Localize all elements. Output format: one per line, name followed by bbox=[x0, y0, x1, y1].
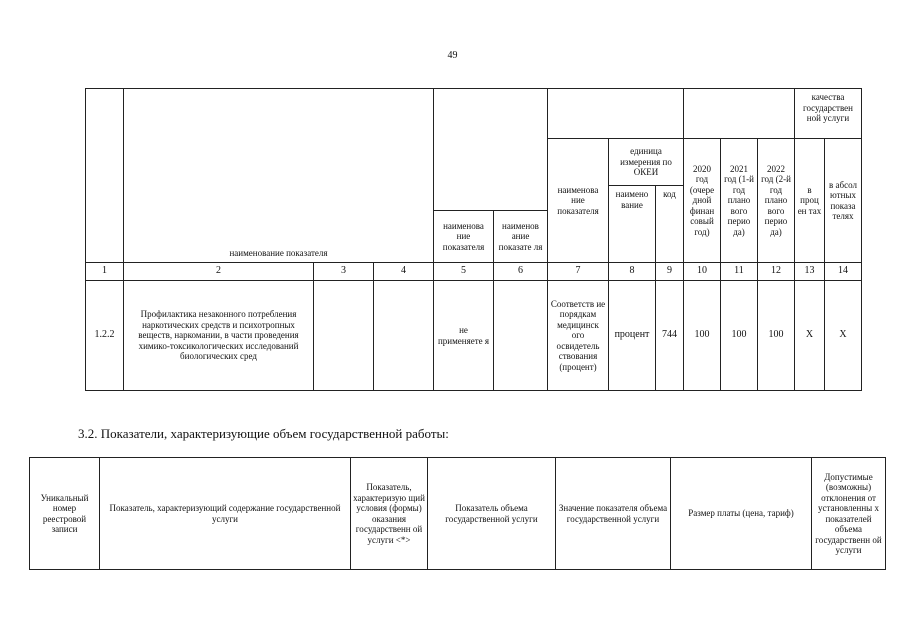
header-col6: наименов ание показате ля bbox=[494, 211, 548, 263]
header-year-2021: 2021 год (1-й год плано вого перио да) bbox=[721, 139, 758, 263]
row-value-2020: 100 bbox=[684, 281, 721, 391]
header-allowed-deviations: Допустимые (возможны) отклонения от установленны х показателей объема государственн ой услуги bbox=[812, 458, 886, 570]
col-number: 5 bbox=[434, 263, 494, 281]
header-conditions-indicator: Показатель, характеризую щий условия (формы) оказания государственн ой услуги <*> bbox=[351, 458, 428, 570]
row-empty-cell bbox=[314, 281, 374, 391]
row-deviation-percent: X bbox=[795, 281, 825, 391]
col-number: 14 bbox=[825, 263, 862, 281]
table-row bbox=[86, 281, 862, 391]
row-empty-cell bbox=[374, 281, 434, 391]
header-okei-code: код bbox=[656, 186, 684, 263]
row-name: Профилактика незаконного потребления наркотических средств и психотропных веществ, наркомании, в части проведения химико-токсикологических исследований биологических сред bbox=[124, 281, 314, 391]
header-year-2020: 2020 год (очере дной финан совый год) bbox=[684, 139, 721, 263]
header-indicator-name: наименова ние показателя bbox=[548, 139, 609, 263]
col-number: 10 bbox=[684, 263, 721, 281]
header-okei-name: наимено вание bbox=[609, 186, 656, 263]
header-volume-value: Значение показателя объема государственной услуги bbox=[556, 458, 671, 570]
header-year-2022: 2022 год (2-й год плано вого перио да) bbox=[758, 139, 795, 263]
row-unit: процент bbox=[609, 281, 656, 391]
col-number: 4 bbox=[374, 263, 434, 281]
header-fee-size: Размер платы (цена, тариф) bbox=[671, 458, 812, 570]
column-numbers-row bbox=[86, 263, 862, 281]
col-number: 3 bbox=[314, 263, 374, 281]
header-cell-blank bbox=[684, 89, 795, 139]
header-cell-blank bbox=[434, 89, 548, 211]
section-title: 3.2. Показатели, характеризующие объем государственной работы: bbox=[78, 426, 449, 441]
header-in-percent: в проц ен тах bbox=[795, 139, 825, 263]
header-col5: наименова ние показателя bbox=[434, 211, 494, 263]
page-number: 49 bbox=[447, 50, 458, 61]
col-number: 12 bbox=[758, 263, 795, 281]
header-unique-number: Уникальный номер реестровой записи bbox=[30, 458, 100, 570]
row-value-2022: 100 bbox=[758, 281, 795, 391]
row-empty-cell bbox=[494, 281, 548, 391]
header-quality: качества государствен ной услуги bbox=[795, 89, 862, 139]
col-number: 8 bbox=[609, 263, 656, 281]
col-number: 1 bbox=[86, 263, 124, 281]
header-okei: единица измерения по ОКЕИ bbox=[609, 139, 684, 186]
header-content-indicator: Показатель, характеризующий содержание государственной услуги bbox=[100, 458, 351, 570]
row-okei-code: 744 bbox=[656, 281, 684, 391]
row-deviation-absolute: X bbox=[825, 281, 862, 391]
row-col7: Соответств ие порядкам медицинск ого освидетель ствования (процент) bbox=[548, 281, 609, 391]
row-col5: не применяете я bbox=[434, 281, 494, 391]
col-number: 7 bbox=[548, 263, 609, 281]
col-number: 11 bbox=[721, 263, 758, 281]
header-in-absolute: в абсол ютных показа телях bbox=[825, 139, 862, 263]
volume-indicators-table bbox=[29, 457, 886, 570]
col-number: 6 bbox=[494, 263, 548, 281]
col-number: 2 bbox=[124, 263, 314, 281]
header-cell-blank bbox=[548, 89, 684, 139]
col-number: 9 bbox=[656, 263, 684, 281]
row-code: 1.2.2 bbox=[86, 281, 124, 391]
row-value-2021: 100 bbox=[721, 281, 758, 391]
quality-indicators-table bbox=[85, 88, 862, 391]
header-volume-indicator: Показатель объема государственной услуги bbox=[428, 458, 556, 570]
header-cell-blank bbox=[86, 89, 124, 263]
header-name-indicator: наименование показателя bbox=[124, 89, 434, 263]
col-number: 13 bbox=[795, 263, 825, 281]
